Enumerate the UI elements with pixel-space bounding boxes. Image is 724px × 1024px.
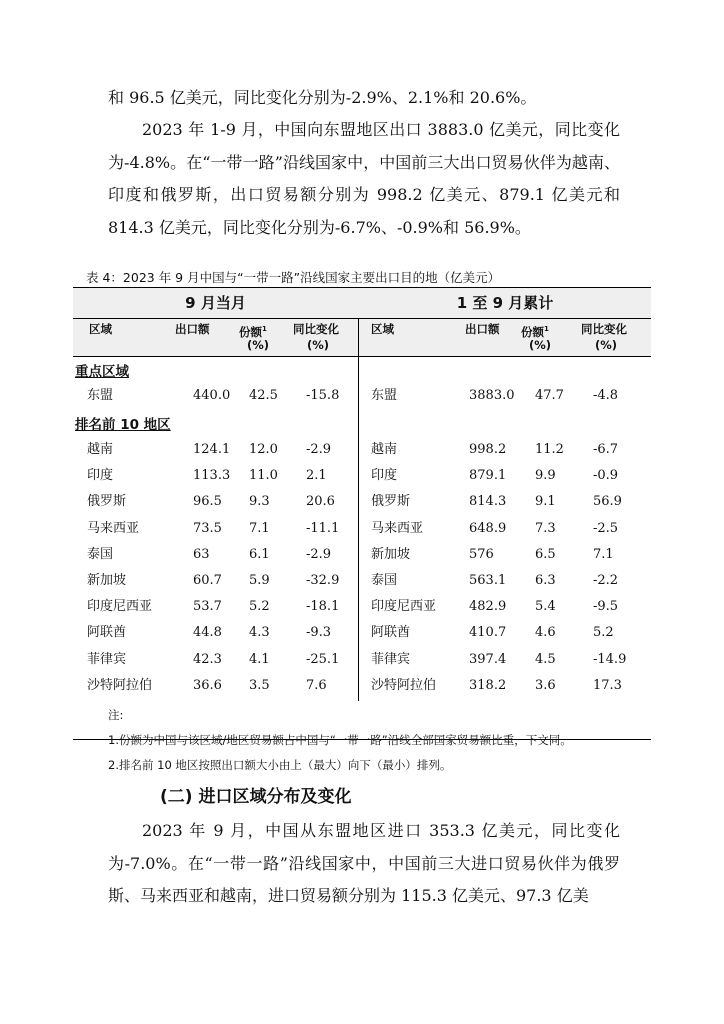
table-row (73, 673, 651, 699)
cell-share-ytd: 4.6 (535, 625, 556, 641)
cell-share-month: 5.9 (249, 573, 270, 588)
cell-yoy-month: -32.9 (306, 573, 340, 588)
cell-export-month: 113.3 (193, 468, 231, 484)
cell-export-ytd: 814.3 (469, 494, 507, 510)
cell-region-month: 泰国 (87, 546, 114, 562)
cell-export-ytd: 410.7 (469, 625, 507, 641)
table-row (73, 647, 651, 673)
monthly-group-title: 9 月当月 (185, 294, 246, 312)
cell-region-ytd: 泰国 (371, 573, 398, 588)
cell-export-month: 124.1 (193, 442, 231, 457)
col-yoy-unit-right: (%) (595, 338, 618, 352)
cell-export-month: 73.5 (193, 520, 222, 536)
cell-yoy-ytd: 5.2 (593, 625, 614, 641)
table-row (73, 437, 651, 463)
cell-yoy-month: -11.1 (306, 520, 340, 536)
col-export-right: 出口额 (465, 322, 500, 336)
col-export-left: 出口额 (175, 322, 210, 336)
col-yoy-left: 同比变化 (293, 322, 339, 336)
paragraph-2: 2023 年 1-9 月，中国向东盟地区出口 3883.0 亿美元，同比变化为-4.8%。在“一带一路”沿线国家中，中国前三大出口贸易伙伴为越南、印度和俄罗斯，出口贸易额分别为 998.2 亿美元、879.1 亿美元和 814.3 亿美元，同比变化分别为-6.7%、-0.9%和 56.9%。 (108, 120, 620, 237)
paragraph-3: 2023 年 9 月，中国从东盟地区进口 353.3 亿美元，同比变化为-7.0%。在“一带一路”沿线国家中，中国前三大进口贸易伙伴为俄罗斯、马来西亚和越南，进口贸易额分别为 115.3 亿美元、97.3 亿美 (108, 821, 620, 905)
cumulative-group-title: 1 至 9 月累计 (456, 294, 554, 312)
cell-yoy-month: -15.8 (306, 388, 340, 403)
col-share-unit-right: (%) (529, 338, 552, 352)
cell-share-ytd: 5.4 (535, 599, 556, 615)
cell-region-month: 东盟 (87, 388, 114, 403)
cell-share-month: 12.0 (249, 442, 278, 457)
cell-share-month: 9.3 (249, 494, 270, 510)
cell-region-month: 越南 (87, 442, 114, 457)
cell-yoy-month: -25.1 (306, 651, 340, 667)
cell-export-month: 36.6 (193, 677, 222, 693)
cell-export-month: 440.0 (193, 388, 231, 403)
cell-yoy-ytd: 17.3 (593, 677, 622, 693)
cell-share-ytd: 6.5 (535, 546, 556, 562)
cell-share-month: 3.5 (249, 677, 270, 693)
table-row (73, 463, 651, 489)
cell-yoy-ytd: -2.2 (593, 573, 619, 588)
cell-share-month: 42.5 (249, 388, 278, 403)
cell-region-ytd: 菲律宾 (371, 651, 411, 667)
cell-share-ytd: 47.7 (535, 388, 564, 403)
table-row (73, 542, 651, 568)
cell-yoy-month: 7.6 (306, 677, 327, 693)
table-row (73, 516, 651, 542)
cell-yoy-ytd: -9.5 (593, 599, 619, 615)
cell-export-ytd: 648.9 (469, 520, 507, 536)
col-share-unit-left: (%) (247, 338, 270, 352)
cell-region-month: 新加坡 (87, 573, 127, 588)
cell-region-month: 俄罗斯 (87, 494, 127, 510)
cell-region-ytd: 马来西亚 (371, 520, 424, 536)
cell-share-month: 5.2 (249, 599, 270, 615)
col-share-left: 份额$^1$ (239, 324, 267, 339)
cell-yoy-month: -2.9 (306, 546, 332, 562)
section-key-regions: 重点区域 (75, 364, 129, 380)
cell-region-month: 沙特阿拉伯 (87, 677, 153, 693)
cell-yoy-month: -9.3 (306, 625, 332, 641)
cell-region-ytd: 沙特阿拉伯 (371, 677, 437, 693)
cell-export-month: 44.8 (193, 625, 222, 641)
cell-yoy-ytd: -4.8 (593, 388, 619, 403)
cell-yoy-ytd: -6.7 (593, 442, 619, 457)
cell-region-month: 菲律宾 (87, 651, 127, 667)
table-caption: 表 4：2023 年 9 月中国与“一带一路”沿线国家主要出口目的地（亿美元） (86, 270, 501, 285)
cell-export-ytd: 879.1 (469, 468, 507, 484)
cell-yoy-month: -18.1 (306, 599, 340, 615)
cell-yoy-ytd: -0.9 (593, 468, 619, 484)
cell-share-month: 6.1 (249, 546, 270, 562)
table-row (73, 594, 651, 620)
column-divider (358, 319, 359, 701)
cell-export-ytd: 482.9 (469, 599, 507, 615)
table-column-header (73, 319, 651, 357)
cell-region-ytd: 阿联酋 (371, 625, 411, 641)
cell-export-month: 42.3 (193, 651, 222, 667)
section-heading: (二) 进口区域分布及变化 (160, 787, 352, 807)
export-destinations-table (73, 287, 651, 740)
notes-title: 注: (108, 708, 124, 722)
col-region-right: 区域 (371, 322, 394, 336)
cell-share-ytd: 6.3 (535, 573, 556, 588)
cell-export-ytd: 563.1 (469, 573, 507, 588)
cell-region-ytd: 俄罗斯 (371, 494, 411, 510)
col-yoy-unit-left: (%) (307, 338, 330, 352)
cell-share-month: 7.1 (249, 520, 270, 536)
note-2: 2.排名前 10 地区按照出口额大小由上（最大）向下（最小）排列。 (108, 758, 452, 772)
table-body (73, 357, 651, 740)
cell-share-ytd: 3.6 (535, 677, 556, 693)
col-share-right: 份额$^1$ (521, 324, 549, 339)
paragraph-1: 和 96.5 亿美元，同比变化分别为-2.9%、2.1%和 20.6%。 (108, 88, 537, 107)
table-group-header (73, 287, 651, 319)
cell-share-month: 4.3 (249, 625, 270, 641)
table-notes (108, 704, 572, 779)
cell-export-month: 53.7 (193, 599, 222, 615)
cell-share-ytd: 4.5 (535, 651, 556, 667)
cell-yoy-ytd: 56.9 (593, 494, 622, 510)
note-1: 1.份额为中国与该区域/地区贸易额占中国与“一带一路”沿线全部国家贸易额比重，下文同。 (108, 733, 572, 747)
cell-region-month: 马来西亚 (87, 520, 140, 536)
cell-share-ytd: 9.1 (535, 494, 556, 510)
cell-yoy-ytd: -2.5 (593, 520, 619, 536)
cell-region-ytd: 印度 (371, 468, 398, 484)
table-row (73, 620, 651, 646)
col-yoy-right: 同比变化 (581, 322, 627, 336)
cell-export-ytd: 397.4 (469, 651, 507, 667)
cell-yoy-ytd: 7.1 (593, 546, 614, 562)
cell-export-month: 96.5 (193, 494, 222, 510)
table-row (73, 383, 651, 409)
cell-export-ytd: 3883.0 (469, 388, 515, 403)
cell-export-month: 60.7 (193, 573, 222, 588)
cell-yoy-month: 2.1 (306, 468, 327, 484)
table-row (73, 489, 651, 515)
cell-region-ytd: 越南 (371, 442, 398, 457)
cell-share-month: 11.0 (249, 468, 278, 484)
cell-region-month: 印度尼西亚 (87, 599, 153, 615)
section-top10: 排名前 10 地区 (75, 417, 171, 433)
cell-yoy-ytd: -14.9 (593, 651, 627, 667)
cell-region-month: 阿联酋 (87, 625, 127, 641)
cell-export-ytd: 576 (469, 546, 494, 562)
cell-export-ytd: 318.2 (469, 677, 507, 693)
cell-region-ytd: 印度尼西亚 (371, 599, 437, 615)
cell-region-ytd: 新加坡 (371, 546, 411, 562)
cell-share-month: 4.1 (249, 651, 270, 667)
cell-export-month: 63 (193, 546, 210, 562)
cell-share-ytd: 9.9 (535, 468, 556, 484)
cell-region-ytd: 东盟 (371, 388, 398, 403)
table-row (73, 568, 651, 594)
cell-region-month: 印度 (87, 468, 114, 484)
cell-yoy-month: -2.9 (306, 442, 332, 457)
cell-export-ytd: 998.2 (469, 442, 507, 457)
cell-share-ytd: 7.3 (535, 520, 556, 536)
cell-share-ytd: 11.2 (535, 442, 564, 457)
col-region-left: 区域 (89, 322, 112, 336)
cell-yoy-month: 20.6 (306, 494, 335, 510)
